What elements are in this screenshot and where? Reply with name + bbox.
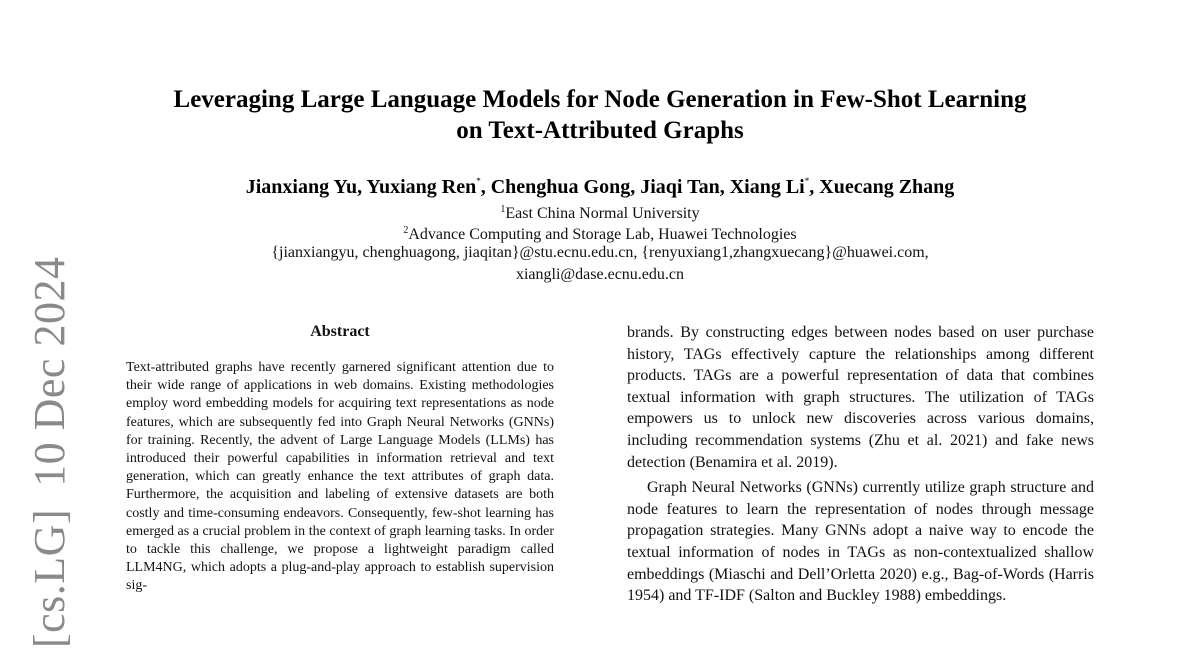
paper-title	[100, 84, 1100, 146]
author-list: Jianxiang Yu, Yuxiang Ren*, Chenghua Gong, Jiaqi Tan, Xiang Li*, Xuecang Zhang	[245, 176, 955, 198]
title-line-2: on Text-Attributed Graphs	[456, 117, 744, 144]
body-paragraph-2: Graph Neural Networks (GNNs) currently utilize graph structure and node features to learn the representation of nodes through message propagation strategies. Many GNNs adopt a naive way to encode the textual information of nodes in TAGs as non-contextualized shallow embeddings (Miaschi and Dell’Orletta 2020) e.g., Bag-of-Words (Harris 1954) and TF-IDF (Salton and Buckley 1988) embeddings.	[627, 479, 1094, 605]
body-paragraph-1: brands. By constructing edges between nodes based on user purchase history, TAGs effectively capture the relationships among different products. TAGs are a powerful representation of data that combines textual information with graph structures. The utilization of TAGs empowers us to unlock new discoveries across various domains, including recommendation systems (Zhu et al. 2021) and fake news detection (Benamira et al. 2019).	[627, 324, 1094, 471]
corresponding-author-mark: *	[804, 176, 810, 186]
author: Xiang Li	[729, 176, 805, 198]
affiliation-2-mark: 2	[403, 225, 409, 236]
affiliation-1-text: East China Normal University	[505, 205, 700, 222]
author: Yuxiang Ren	[366, 176, 477, 198]
affiliation-2-text: Advance Computing and Storage Lab, Huawei Technologies	[408, 226, 797, 243]
author: Jiaqi Tan	[640, 176, 720, 198]
corresponding-author-mark: *	[476, 176, 481, 186]
affiliation-1-mark: 1	[500, 204, 506, 215]
right-column	[627, 322, 1094, 607]
title-line-1: Leveraging Large Language Models for Node Generation in Few-Shot Learning	[173, 86, 1027, 113]
emails-line-2: xiangli@dase.ecnu.edu.cn	[515, 266, 684, 283]
arxiv-category: [cs.LG]	[25, 508, 74, 648]
author: Chenghua Gong	[490, 176, 631, 198]
abstract-heading: Abstract	[310, 323, 370, 340]
arxiv-stamp-text	[25, 256, 74, 648]
author: Xuecang Zhang	[819, 176, 955, 198]
arxiv-date: 10 Dec 2024	[25, 256, 74, 487]
author: Jianxiang Yu	[245, 176, 358, 198]
abstract-text: Text-attributed graphs have recently garnered significant attention due to their wide range of applications in web domains. Existing methodologies employ word embedding models for acquiring text representations as node features, which are subsequently fed into Graph Neural Networks (GNNs) for training. Recently, the advent of Large Language Models (LLMs) has introduced their powerful capabilities in information retrieval and text generation, which can greatly enhance the text attributes of graph data. Furthermore, the acquisition and labeling of extensive datasets are both costly and time-consuming endeavors. Consequently, few-shot learning has emerged as a crucial problem in the context of graph learning tasks. In order to tackle this challenge, we propose a lightweight paradigm called LLM4NG, which adopts a plug-and-play approach to establish supervision sig-	[126, 360, 554, 594]
emails-line-1: {jianxiangyu, chenghuagong, jiaqitan}@stu.ecnu.edu.cn, {renyuxiang1,zhangxuecang}@huawei.com,	[271, 244, 929, 261]
